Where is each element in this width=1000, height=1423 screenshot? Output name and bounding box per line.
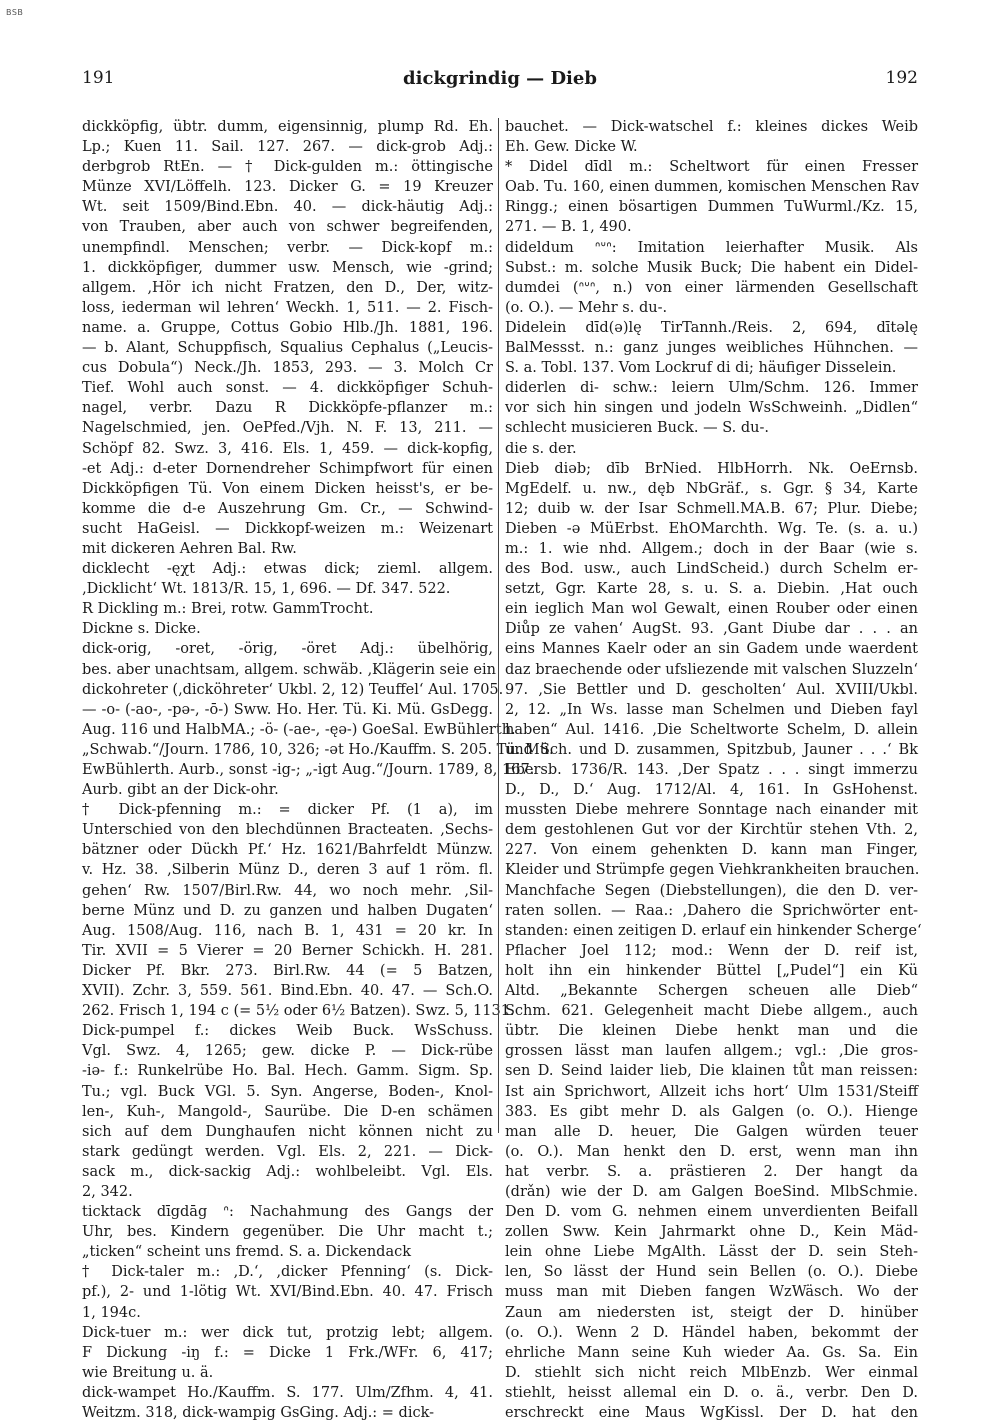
text-line: allgem. ‚Hör ich nicht Fratzen, den D., Der, witz-	[82, 279, 493, 296]
text-line: Vgl. Swz. 4, 1265; gew. dicke P. — Dick-rübe	[82, 1043, 493, 1060]
text-line: muss man mit Dieben fangen WzWäsch. Wo der	[505, 1284, 918, 1301]
text-line: D. stiehlt sich nicht reich MlbEnzb. Wer einmal	[505, 1364, 918, 1381]
text-line: -et Adj.: d-eter Dornendreher Schimpfwort für einen	[82, 460, 493, 477]
text-line: mit dickeren Aehren Bal. Rw.	[82, 540, 297, 557]
text-line: von Trauben, aber auch von schwer begreifenden,	[82, 219, 493, 236]
text-line: übtr. Die kleinen Diebe henkt man und die	[505, 1023, 918, 1040]
text-line: stark gedüngt werden. Vgl. Els. 2, 221. — Dick-	[82, 1143, 493, 1160]
text-line: † Dick-pfenning m.: = dicker Pf. (1 a), im	[82, 802, 493, 819]
text-line: Dickne s. Dicke.	[82, 621, 201, 638]
text-line: 12; duib w. der Isar Schmell.MA.B. 67; Plur. Diebe;	[505, 500, 918, 517]
text-line: † Dick-taler m.: ‚D.‘, ‚dicker Pfenning‘ (s. Dick-	[82, 1264, 493, 1281]
text-line: und Sch. und D. zusammen, Spitzbub, Jauner . . .‘ Bk	[505, 741, 918, 758]
text-line: standen: einen zeitigen D. erlauf ein hinkender Scherge‘	[505, 922, 922, 939]
text-line: bätzner oder Dückh Pf.‘ Hz. 1621/Bahrfeldt Münzw.	[82, 842, 493, 859]
text-line: dumdei (ᐢᐡᐢ, n.) von einer lärmenden Gesellschaft	[505, 279, 918, 296]
text-line: Uhr, bes. Kindern gegenüber. Die Uhr macht t.;	[82, 1224, 493, 1241]
text-line: Oab. Tu. 160, einen dummen, komischen Menschen Rav	[505, 179, 920, 196]
text-line: (o. O.). Man henkt den D. erst, wenn man ihn	[505, 1143, 918, 1160]
text-line: 2, 12. „In Ws. lasse man Schelmen und Dieben fayl	[505, 701, 918, 718]
text-line: grossen lässt man laufen allgem.; vgl.: ‚Die gros-	[505, 1043, 918, 1060]
text-line: 97. ‚Sie Bettler und D. gescholten‘ Aul. XVIII/Ukbl.	[505, 681, 918, 698]
text-line: ein ieglich Man wol Gewalt, einen Rouber oder einen	[505, 601, 918, 618]
text-line: schlecht musicieren Buck. — S. du-.	[505, 420, 769, 437]
text-line: sack m., dick-sackig Adj.: wohlbeleibt. Vgl. Els.	[82, 1163, 493, 1180]
text-line: loss, iederman wil lehren‘ Weckh. 1, 511. — 2. Fisch-	[82, 299, 493, 316]
text-line: daz braechende oder ufsliezende mit valschen Sluzzeln‘	[505, 661, 918, 678]
text-line: cus Dobula“) Neck./Jh. 1853, 293. — 3. Molch Cr	[82, 360, 493, 377]
text-line: 1, 194c.	[82, 1304, 141, 1321]
text-line: -iə- f.: Runkelrübe Ho. Bal. Hech. Gamm. Sigm. Sp.	[82, 1063, 493, 1080]
right-column	[505, 117, 922, 1421]
text-line: Aurb. gibt an der Dick-ohr.	[82, 782, 279, 799]
text-line: D., D., D.‘ Aug. 1712/Al. 4, 161. In GsHohenst.	[505, 782, 918, 799]
text-line: gehen‘ Rw. 1507/Birl.Rw. 44, wo noch mehr. ‚Sil-	[82, 882, 493, 899]
library-stamp: BSB	[6, 8, 24, 17]
text-line: 227. Von einem gehenkten D. kann man Finger,	[505, 842, 918, 859]
page-header	[82, 68, 918, 98]
text-line: m.: 1. wie nhd. Allgem.; doch in der Baar (wie s.	[505, 540, 918, 557]
text-line: (o. O.). Wenn 2 D. Händel haben, bekommt der	[505, 1324, 918, 1341]
text-line: des Bod. usw., auch LindScheid.) durch Schelm er-	[505, 561, 918, 578]
text-line: zollen Sww. Kein Jahrmarkt ohne D., Kein Mäd-	[505, 1224, 918, 1241]
text-line: 383. Es gibt mehr D. als Galgen (o. O.). Hienge	[505, 1103, 918, 1120]
text-line: Den D. vom G. nehmen einem unverdienten Beifall	[505, 1204, 918, 1221]
text-line: dem gestohlenen Gut vor der Kirchtür stehen Vth. 2,	[505, 822, 918, 839]
text-line: holt ihn ein hinkender Büttel [„Pudel“] ein Kü	[505, 962, 918, 979]
text-line: Eh. Gew. Dicke W.	[505, 139, 638, 156]
text-line: berne Münz und D. zu ganzen und halben Dugaten‘	[82, 902, 493, 919]
text-line: man alle D. heuer, Die Galgen würden teuer	[505, 1123, 918, 1140]
text-line: dick-wampet Ho./Kauffm. S. 177. Ulm/Zfhm. 4, 41.	[82, 1384, 493, 1401]
text-line: Didelein dīd(ə)lę TirTannh./Reis. 2, 694, dītəlę	[505, 319, 918, 336]
text-line: R Dickling m.: Brei, rotw. GammTrocht.	[82, 601, 374, 618]
text-line: dideldum ᐢᐡᐢ: Imitation leierhafter Musik. Als	[505, 239, 918, 256]
text-line: Dieben -ə MüErbst. EhOMarchth. Wg. Te. (s. a. u.)	[505, 520, 918, 537]
text-line: erschreckt eine Maus WgKissl. Der D. hat den	[505, 1405, 918, 1421]
text-line: 2, 342.	[82, 1183, 133, 1200]
page-number-right: 192	[885, 68, 918, 88]
text-line: dicklecht -ęχt Adj.: etwas dick; zieml. allgem.	[82, 561, 493, 578]
text-line: Tu.; vgl. Buck VGl. 5. Syn. Angerse, Boden-, Knol-	[82, 1083, 493, 1100]
text-line: Unterschied von den blechdünnen Bracteaten. ‚Sechs-	[82, 822, 493, 839]
text-line: Tief. Wohl auch sonst. — 4. dickköpfiger Schuh-	[82, 380, 493, 397]
text-line: bauchet. — Dick-watschel f.: kleines dickes Weib	[505, 119, 918, 135]
text-line: die s. der.	[505, 440, 577, 457]
text-line: len, So lässt der Hund sein Bellen (o. O.). Diebe	[505, 1264, 918, 1281]
text-line: komme die d-e Auszehrung Gm. Cr., — Schwind-	[82, 500, 493, 517]
text-line: ehrliche Mann seine Kuh wieder Aa. Gs. Sa. Ein	[505, 1344, 918, 1361]
text-line: Tir. XVII = 5 Vierer = 20 Berner Schickh. H. 281.	[82, 942, 493, 959]
text-line: eins Mannes Kaelr oder an sin Gadem unde waerdent	[505, 641, 918, 658]
text-line: 271. — B. 1, 490.	[505, 219, 632, 236]
text-line: S. a. Tobl. 137. Vom Lockruf di di; häufiger Disselein.	[505, 360, 897, 377]
text-line: Schöpf 82. Swz. 3, 416. Els. 1, 459. — dick-kopfig,	[82, 440, 493, 457]
text-line: Dieb diəb; dīb BrNied. HlbHorrh. Nk. OeErnsb.	[505, 460, 918, 477]
column-divider	[498, 118, 499, 1133]
text-line: MgEdelf. u. nw., dęb NbGräf., s. Ggr. § 34, Karte	[505, 480, 918, 497]
text-line: — -o- (-ao-, -pə-, -ō-) Sww. Ho. Her. Tü. Ki. Mü. GsDegg.	[82, 701, 493, 718]
text-line: haben“ Aul. 1416. ‚Die Scheltworte Schelm, D. allein	[505, 721, 918, 738]
text-line: Münze XVI/Löffelh. 123. Dicker G. = 19 Kreuzer	[82, 179, 493, 196]
text-line: diderlen di- schw.: leiern Ulm/Schm. 126. Immer	[505, 380, 918, 397]
text-line: Ebersb. 1736/R. 143. ‚Der Spatz . . . singt immerzu	[505, 762, 918, 778]
text-line: 262. Frisch 1, 194 c (= 5½ oder 6½ Batzen). Swz. 5, 1131.	[82, 1003, 515, 1020]
text-line: „Schwab.“/Journ. 1786, 10, 326; -ət Ho./Kauffm. S. 205. Tü. Mü.	[82, 741, 554, 758]
text-line: Altd. „Bekannte Schergen scheuen alle Dieb“	[505, 983, 918, 1000]
text-line: Nagelschmied, jen. OePfed./Vjh. N. F. 13, 211. —	[82, 420, 493, 437]
text-line: Dick-pumpel f.: dickes Weib Buck. WsSchuss.	[82, 1023, 493, 1040]
text-line: — b. Alant, Schuppfisch, Squalius Cephalus („Leucis-	[82, 340, 493, 357]
text-line: setzt, Ggr. Karte 28, s. u. S. a. Diebin. ‚Hat ouch	[505, 581, 918, 598]
text-line: nagel, verbr. Dazu R Dickköpfe-pflanzer m.:	[82, 400, 493, 417]
text-line: mussten Diebe mehrere Sonntage nach einander mit	[505, 802, 918, 819]
text-line: Aug. 116 und HalbMA.; -ö- (-ae-, -ęə-) GoeSal. EwBühlerth.	[82, 721, 516, 738]
text-line: Schm. 621. Gelegenheit macht Diebe allgem., auch	[505, 1003, 918, 1020]
text-line: (drǎn) wie der D. am Galgen BoeSind. MlbSchmie.	[505, 1183, 918, 1200]
text-line: Subst.: m. solche Musik Buck; Die habent ein Didel-	[505, 259, 918, 276]
page-number-left: 191	[82, 68, 115, 88]
text-line: Dick-tuer m.: wer dick tut, protzig lebt; allgem.	[82, 1324, 493, 1341]
text-line: XVII). Zchr. 3, 559. 561. Bind.Ebn. 40. 47. — Sch.O.	[82, 983, 493, 1000]
text-line: Aug. 1508/Aug. 116, nach B. 1, 431 = 20 kr. In	[82, 922, 493, 939]
text-line: sucht HaGeisl. — Dickkopf-weizen m.: Weizenart	[82, 520, 493, 537]
text-line: wie Breitung u. ä.	[82, 1364, 214, 1381]
text-line: pf.), 2- und 1-lötig Wt. XVI/Bind.Ebn. 40. 47. Frisch	[82, 1284, 493, 1301]
running-title: dickgrindig — Dieb	[403, 68, 597, 89]
text-line: Weitzm. 318, dick-wampig GsGing. Adj.: = dick-	[82, 1405, 435, 1421]
text-line: hat verbr. S. a. prästieren 2. Der hangt da	[505, 1163, 918, 1180]
text-line: Pflacher Joel 112; mod.: Wenn der D. reif ist,	[505, 942, 918, 959]
text-line: Ringg.; einen bösartigen Dummen TuWurml./Kz. 15,	[505, 199, 918, 216]
text-line: dickohreter (‚dicköhreter‘ Ukbl. 2, 12) Teuffel‘ Aul. 1705.	[82, 681, 504, 698]
text-line: raten sollen. — Raa.: ‚Dahero die Sprichwörter ent-	[505, 902, 918, 919]
text-line: Zaun am niedersten ist, steigt der D. hinüber	[505, 1304, 918, 1321]
text-line: unempfindl. Menschen; verbr. — Dick-kopf m.:	[82, 239, 493, 256]
text-line: BalMessst. n.: ganz junges weibliches Hühnchen. —	[505, 340, 918, 357]
text-line: Ist ain Sprichwort, Allzeit ichs hort‘ Ulm 1531/Steiff	[505, 1083, 918, 1100]
text-line: 1. dickköpfiger, dummer usw. Mensch, wie -grind;	[82, 259, 493, 276]
text-line: (o. O.). — Mehr s. du-.	[505, 299, 668, 316]
text-line: ticktack dīgdāg ᐢ: Nachahmung des Gangs der	[82, 1204, 493, 1221]
text-line: dick-orig, -oret, -örig, -öret Adj.: übelhörig,	[82, 641, 493, 658]
text-line: Dicker Pf. Bkr. 273. Birl.Rw. 44 (= 5 Batzen,	[82, 962, 493, 979]
text-line: Manchfache Segen (Diebstellungen), die den D. ver-	[505, 882, 918, 899]
text-line: v. Hz. 38. ‚Silberin Münz D., deren 3 auf 1 röm. fl.	[82, 862, 493, 879]
text-line: Dickköpfigen Tü. Von einem Dicken heisst's, er be-	[82, 480, 493, 497]
text-line: Lp.; Kuen 11. Sail. 127. 267. — dick-grob Adj.:	[82, 139, 493, 156]
text-line: ‚Dicklicht‘ Wt. 1813/R. 15, 1, 696. — Df. 347. 522.	[82, 581, 451, 598]
text-line: name. a. Gruppe, Cottus Gobio Hlb./Jh. 1881, 196.	[82, 319, 493, 336]
text-line: * Didel dīdl m.: Scheltwort für einen Fresser	[505, 159, 918, 176]
text-line: sich auf dem Dunghaufen nicht können nicht zu	[82, 1123, 493, 1140]
text-line: F Dickung -iŋ f.: = Dicke 1 Frk./WFr. 6, 417;	[82, 1344, 493, 1361]
text-line: Wt. seit 1509/Bind.Ebn. 40. — dick-häutig Adj.:	[82, 199, 493, 216]
text-line: len-, Kuh-, Mangold-, Saurübe. Die D-en schämen	[82, 1103, 493, 1120]
text-line: vor sich hin singen und jodeln WsSchweinh. „Didlen“	[505, 400, 918, 417]
text-line: EwBühlerth. Aurb., sonst -ig-; „-igt Aug.“/Journ. 1789, 8, 167.	[82, 762, 535, 778]
text-line: bes. aber unachtsam, allgem. schwäb. ‚Klägerin seie ein	[82, 661, 496, 678]
text-line: sen D. Seind laider lieb, Die klainen tůt man reissen:	[505, 1063, 918, 1080]
text-line: dickköpfig, übtr. dumm, eigensinnig, plump Rd. Eh.	[82, 119, 493, 135]
text-line: derbgrob RtEn. — † Dick-gulden m.: öttingische	[82, 159, 493, 176]
text-line: Diůp ze vahen‘ AugSt. 93. ‚Gant Diube dar . . . an	[505, 621, 918, 638]
text-line: lein ohne Liebe MgAlth. Lässt der D. sein Steh-	[505, 1244, 918, 1261]
text-line: stiehlt, heisst allemal ein D. o. ä., verbr. Den D.	[505, 1384, 918, 1401]
text-line: Kleider und Strümpfe gegen Viehkrankheiten brauchen.	[505, 862, 920, 879]
text-line: „ticken“ scheint uns fremd. S. a. Dickendack	[82, 1244, 411, 1261]
